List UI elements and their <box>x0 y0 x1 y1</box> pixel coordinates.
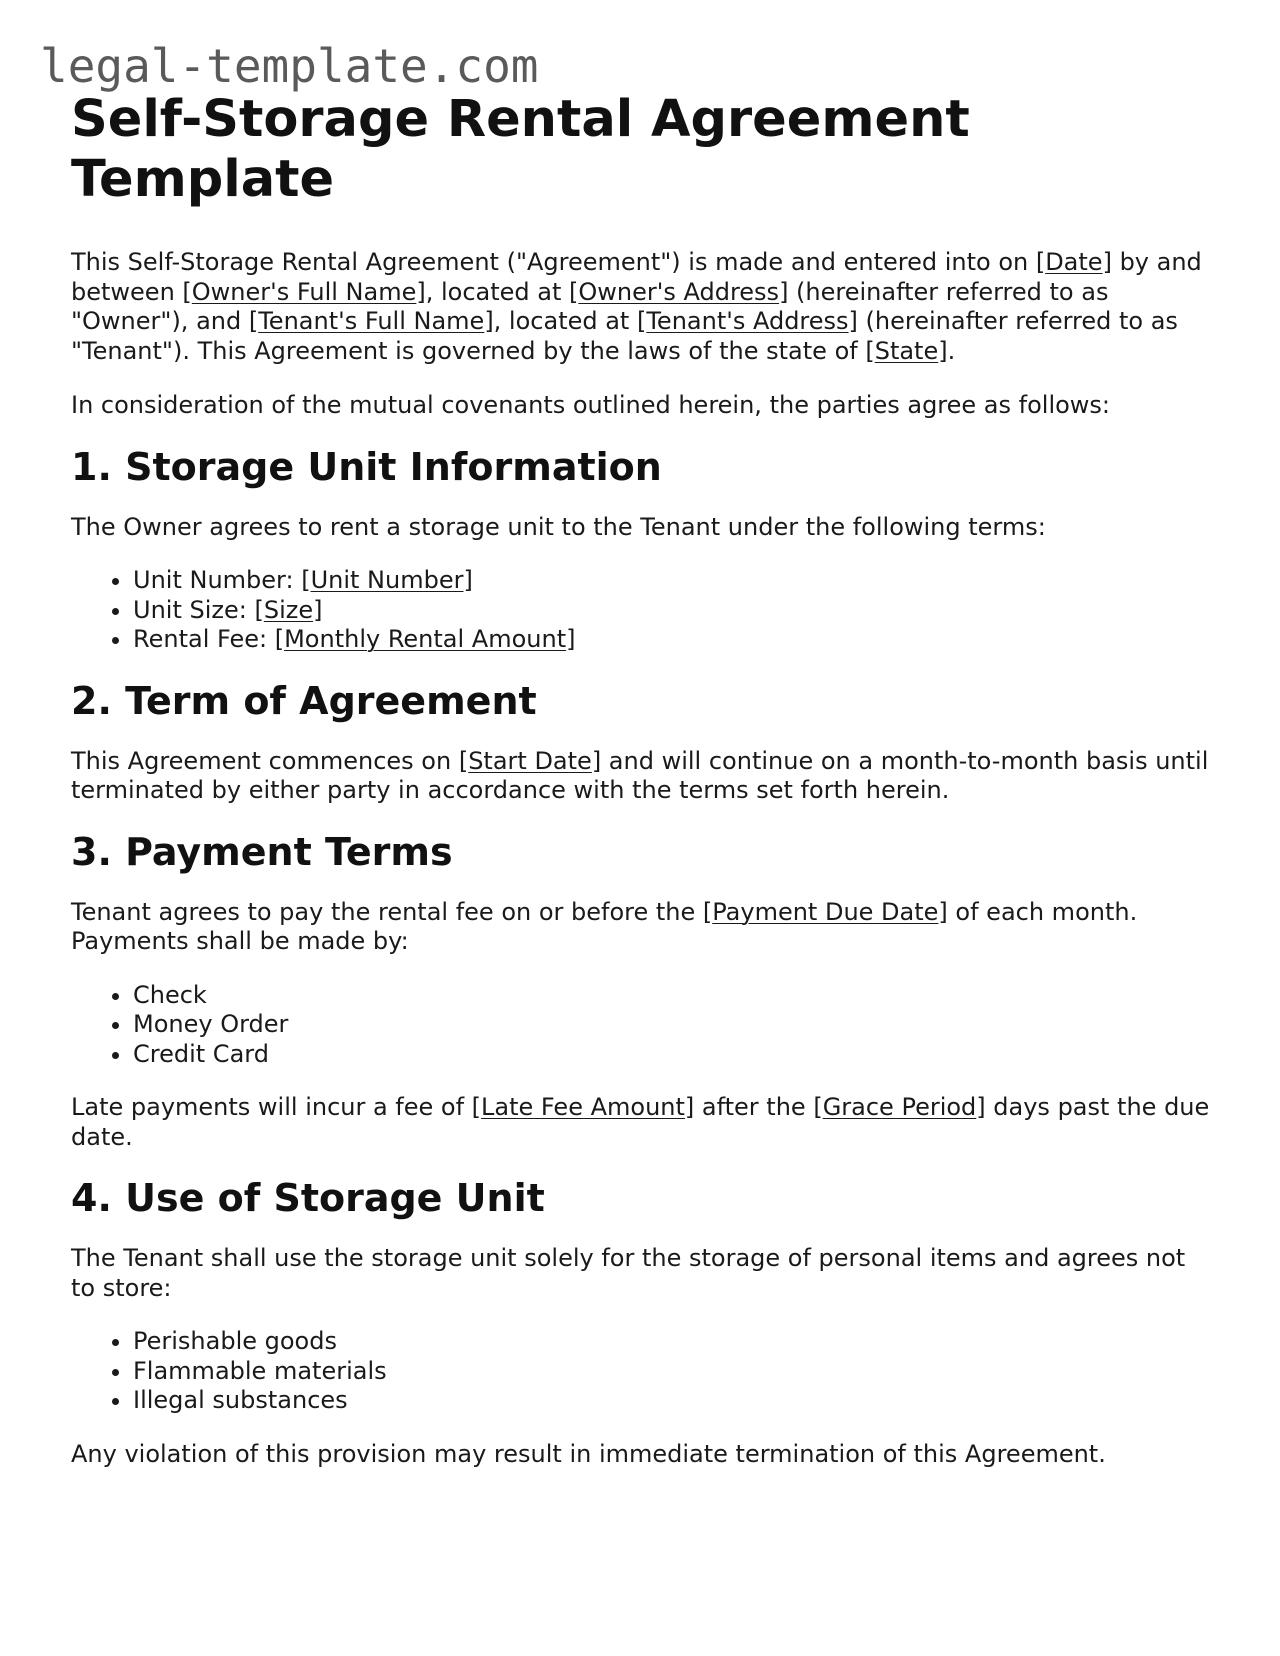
rental-fee-placeholder[interactable]: Monthly Rental Amount <box>284 625 567 653</box>
list-item: • Money Order <box>133 1010 1211 1040</box>
document-title: Self-Storage Rental Agreement Template <box>71 90 970 209</box>
section-4-heading: 4. Use of Storage Unit <box>71 1176 545 1220</box>
prohibited-items-list <box>71 1327 1211 1416</box>
section-3-text: Tenant agrees to pay the rental fee on or before the [Payment Due Date] of each month. Payments shall be made by: <box>71 897 1138 955</box>
owner-name-placeholder[interactable]: Owner's Full Name <box>191 277 417 306</box>
owner-address-placeholder[interactable]: Owner's Address <box>578 277 780 306</box>
late-fee-paragraph: Late payments will incur a fee of [Late Fee Amount] after the [Grace Period] days past the due date. <box>71 1093 1210 1151</box>
section-2-heading: 2. Term of Agreement <box>71 678 537 723</box>
section-4-text: The Tenant shall use the storage unit solely for the storage of personal items and agrees not to store: <box>71 1244 1186 1302</box>
section-4-closing: Any violation of this provision may result in immediate termination of this Agreement. <box>71 1439 1106 1468</box>
tenant-name-placeholder[interactable]: Tenant's Full Name <box>258 307 485 335</box>
list-item: • Perishable goods <box>133 1327 1211 1357</box>
unit-number-placeholder[interactable]: Unit Number <box>310 566 464 594</box>
watermark: legal-template.com <box>40 39 539 93</box>
tenant-address-placeholder[interactable]: Tenant's Address <box>646 307 849 335</box>
section-1-heading: 1. Storage Unit Information <box>71 444 662 489</box>
grace-period-placeholder[interactable]: Grace Period <box>822 1093 977 1121</box>
list-item: • Check <box>133 981 1211 1011</box>
state-placeholder[interactable]: State <box>874 336 939 365</box>
list-item: • Unit Size: [Size] <box>133 596 1211 626</box>
list-item: • Rental Fee: [Monthly Rental Amount] <box>133 625 1211 655</box>
consideration-paragraph: In consideration of the mutual covenants outlined herein, the parties agree as follows: <box>71 391 1111 419</box>
document-body <box>71 90 1211 1469</box>
list-item: • Credit Card <box>133 1040 1211 1070</box>
late-fee-placeholder[interactable]: Late Fee Amount <box>481 1093 685 1121</box>
unit-info-list <box>71 566 1211 655</box>
start-date-placeholder[interactable]: Start Date <box>468 746 592 775</box>
list-item: • Flammable materials <box>133 1357 1211 1387</box>
date-placeholder[interactable]: Date <box>1045 248 1103 276</box>
list-item: • Unit Number: [Unit Number] <box>133 566 1211 596</box>
payment-due-date-placeholder[interactable]: Payment Due Date <box>712 897 939 926</box>
section-3-heading: 3. Payment Terms <box>71 829 453 874</box>
payment-methods-list <box>71 981 1211 1070</box>
list-item: • Illegal substances <box>133 1386 1211 1416</box>
unit-size-placeholder[interactable]: Size <box>263 595 314 624</box>
intro-paragraph: This Self-Storage Rental Agreement ("Agreement") is made and entered into on [Date] by and between [Owner's Full Name], located at [Owner's Address] (hereinafter referred to as "Owner"), and [Tenant's Full Name], located at [Tenant's Address] (hereinafter referred to as "Tenant"). This Agreement is governed by the laws of the state of [State]. <box>71 248 1202 365</box>
section-2-text: This Agreement commences on [Start Date] and will continue on a month-to-month basis until terminated by either party in accordance with the terms set forth herein. <box>71 746 1209 804</box>
section-1-text: The Owner agrees to rent a storage unit to the Tenant under the following terms: <box>71 512 1046 541</box>
